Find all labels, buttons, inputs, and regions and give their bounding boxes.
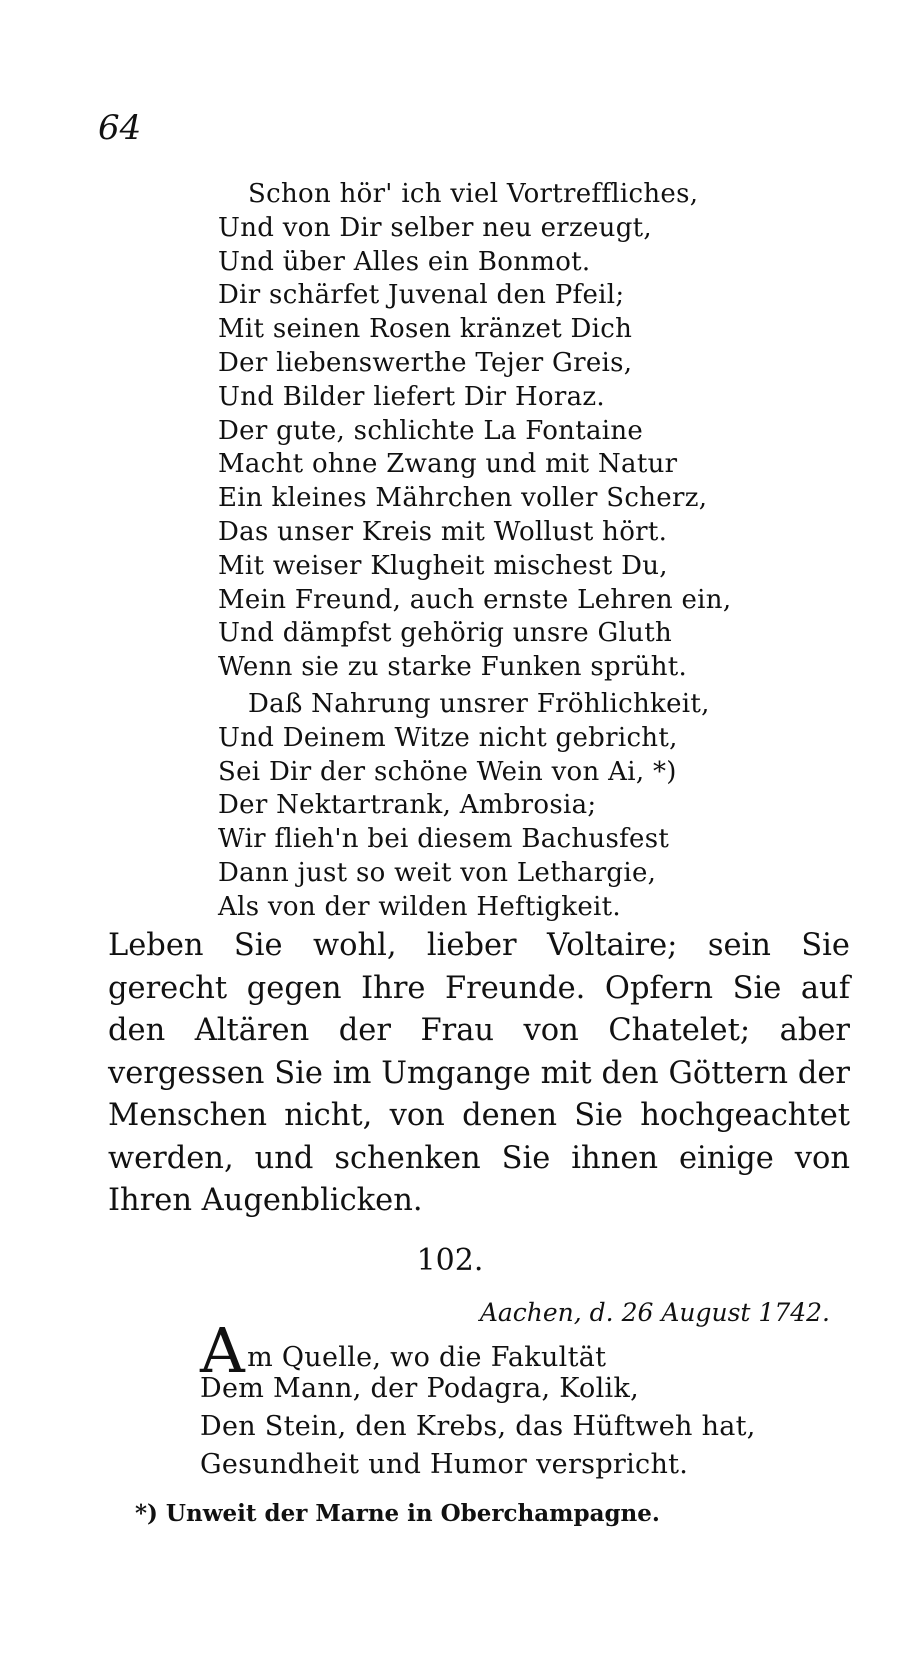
verse-line: Mit seinen Rosen kränzet Dich (218, 314, 633, 345)
footnote: *) Unweit der Marne in Oberchampagne. (135, 1500, 660, 1527)
prose-paragraph: Leben Sie wohl, lieber Voltaire; sein Sie gerecht gegen Ihre Freunde. Opfern Sie auf den Altären der Frau von Chatelet; aber vergessen Sie im Umgange mit den Göttern der Menschen nicht, von denen Sie hochgeachtet werden, und schenken Sie ihnen einige von Ihren Augenblicken. (108, 928, 850, 1218)
page-number: 64 (98, 108, 142, 148)
verse-line: Dir schärfet Juvenal den Pfeil; (218, 280, 625, 311)
verse-line: Und Deinem Witze nicht gebricht, (218, 722, 678, 753)
verse-line: Den Stein, den Krebs, das Hüftweh hat, (200, 1411, 756, 1442)
verse-line: Mit weiser Klugheit mischest Du, (218, 550, 668, 581)
verse-line: Und dämpfst gehörig unsre Gluth (218, 618, 673, 649)
drop-cap: A (200, 1314, 246, 1387)
verse-line: Der gute, schlichte La Fontaine (218, 415, 644, 446)
verse-line: Der Nektartrank, Ambrosia; (218, 790, 597, 821)
verse-line: Mein Freund, auch ernste Lehren ein, (218, 584, 732, 615)
verse-line-first (200, 1314, 756, 1387)
verse-line: Wenn sie zu starke Funken sprüht. (218, 652, 688, 683)
verse-line: Als von der wilden Heftigkeit. (218, 891, 621, 922)
verse-line: Wir flieh'n bei diesem Bachusfest (218, 824, 670, 855)
verse-line: Dann just so weit von Lethargie, (218, 857, 657, 888)
verse-line: Ein kleines Mährchen voller Scherz, (218, 483, 708, 514)
poem-stanza-1 (218, 178, 731, 685)
letter-number: 102. (416, 1243, 484, 1278)
verse-line: Das unser Kreis mit Wollust hört. (218, 516, 668, 547)
verse-line: Und Bilder liefert Dir Horaz. (218, 381, 605, 412)
poem-stanza-3 (200, 1314, 756, 1484)
poem-stanza-2 (218, 688, 710, 925)
verse-line: Macht ohne Zwang und mit Natur (218, 449, 678, 480)
verse-line: Sei Dir der schöne Wein von Ai, *) (218, 756, 677, 787)
verse-line: Gesundheit und Humor verspricht. (200, 1449, 689, 1480)
verse-line: Dem Mann, der Podagra, Kolik, (200, 1373, 640, 1404)
verse-line: Daß Nahrung unsrer Fröhlichkeit, (248, 689, 710, 719)
verse-line: Schon hör' ich viel Vortreffliches, (248, 179, 699, 209)
verse-line: Der liebenswerthe Tejer Greis, (218, 347, 633, 378)
verse-line: Und von Dir selber neu erzeugt, (218, 212, 652, 243)
dateline: Aachen, d. 26 August 1742. (479, 1298, 830, 1327)
verse-line-rest: m Quelle, wo die Fakultät (247, 1342, 607, 1373)
verse-line: Und über Alles ein Bonmot. (218, 246, 591, 277)
